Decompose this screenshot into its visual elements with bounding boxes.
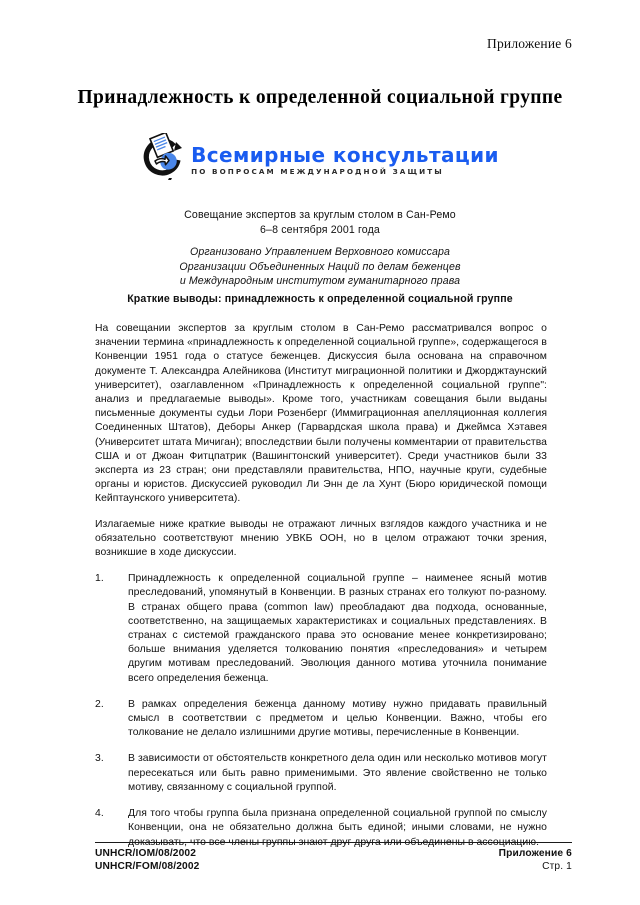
list-item-marker: 1. — [95, 573, 104, 585]
list-item-text: В рамках определения беженца данному мотиву нужно придавать правильный смысл в соответствии с предметом и целью Конвенции. Важно, чтобы его толкование не делало излишними другие мотивы, перечисленные в Конвенции. — [128, 698, 547, 739]
intro-paragraph: На совещании экспертов за круглым столом в Сан-Ремо рассматривался вопрос о значении термина «принадлежность к определенной социальной группе», содержащегося в Конвенции 1951 года о статусе беженцев. Дискуссия была основана на справочном документе Т. Александра Алейникова (Институт миграционной политики и Джорджтаунский университет), озаглавленном «Принадлежность к определенной социальной группе": анализ и предлагаемые выводы». Кроме того, участникам совещания были выданы письменные документы судьи Лори Розенберг (Иммиграционная апелляционная коллегия Соединенных Штатов), Деборы Анкер (Гарвардская школа права) и Джеймса Хэтавея (Университет штата Мичиган); впоследствии были получены комментарии от правительства США и от Джоан Фитцпатрик (Вашингтонский университет). Среди участников были 33 эксперта из 23 стран; они представляли правительства, НПО, научные круги, судебные органы и юристов. Дискуссией руководил Ли Энн де ла Хунт (Бюро юридической помощи Кейптаунского университета). — [95, 323, 547, 505]
list-item — [95, 698, 547, 741]
list-item-text: В зависимости от обстоятельств конкретного дела один или несколько мотивов могут пересекаться или быть равно применимыми. Это явление свойственно не только мотиву, связанному с социальной группой. — [128, 753, 547, 793]
list-item — [95, 752, 547, 795]
logo-main-text: Всемирные консультации — [191, 143, 499, 167]
logo — [0, 133, 640, 183]
globe-hand-document-icon — [141, 133, 189, 183]
organizer-line-2: Организации Объединенных Наций по делам беженцев — [179, 260, 461, 273]
list-item-text: Принадлежность к определенной социальной группе – наименее ясный мотив преследований, упомянутый в Конвенции. В разных странах его толкуют по-разному. В странах общего права (common law) преобладают два подхода, основанные, соответственно, на защищаемых характеристиках и социальных представлениях. В странах с системой гражданского права это основание менее конкретизировано; больше внимания уделяется толкованию понятия «преследования» и четырем другим мотивам преследований. Эволюция данного мотива уточнила понимание всего определения беженца. — [128, 573, 547, 684]
footer-code-iom: UNHCR/IOM/08/2002 — [95, 848, 197, 859]
meeting-line-2: 6–8 сентября 2001 года — [260, 224, 380, 236]
conclusions-list — [95, 572, 547, 849]
list-item-marker: 3. — [95, 753, 104, 765]
page-title: Принадлежность к определенной социальной группе — [77, 87, 563, 109]
footer-appendix-label: Приложение 6 — [498, 848, 572, 859]
footer-page-number: Стр. 1 — [542, 861, 572, 872]
disclaimer-paragraph: Излагаемые ниже краткие выводы не отражают личных взглядов каждого участника и не обязательно соответствуют мнению УВКБ ООН, но в целом отражают точки зрения, возникшие в ходе дискуссии. — [95, 518, 547, 559]
organizer-info — [0, 245, 640, 289]
footer-code-fom: UNHCR/FOM/08/2002 — [95, 861, 200, 872]
running-header-appendix: Приложение 6 — [487, 36, 572, 51]
meeting-info — [0, 208, 640, 238]
document-body — [95, 322, 547, 862]
page-footer — [95, 842, 572, 873]
footer-document-codes — [95, 847, 199, 873]
list-item-text: Для того чтобы группа была признана определенной социальной группой по смыслу Конвенции, она не обязательно должна быть единой; иными словами, не нужно доказывать, что все члены группы знают друг друга или объединены в ассоциацию. — [128, 808, 547, 848]
meeting-line-1: Совещание экспертов за круглым столом в Сан-Ремо — [184, 209, 456, 221]
list-item — [95, 572, 547, 686]
footer-page-info — [499, 847, 572, 873]
organizer-line-3: и Международным институтом гуманитарного права — [179, 275, 461, 287]
organizer-line-1: Организовано Управлением Верховного комиссара — [190, 246, 450, 258]
section-subtitle: Краткие выводы: принадлежность к определенной социальной группе — [127, 293, 513, 305]
list-item-marker: 2. — [95, 698, 104, 710]
list-item-marker: 4. — [95, 808, 104, 820]
logo-sub-text: ПО ВОПРОСАМ МЕЖДУНАРОДНОЙ ЗАЩИТЫ — [191, 167, 444, 176]
